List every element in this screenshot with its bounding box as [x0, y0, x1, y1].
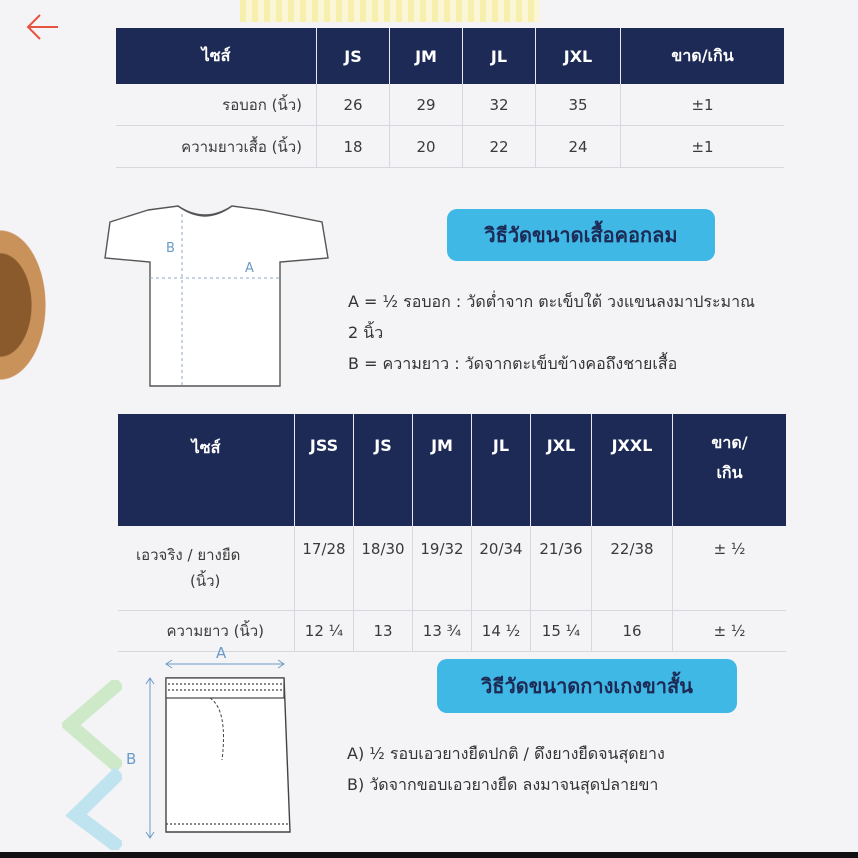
shorts-label-a: A — [216, 644, 227, 662]
table-row — [116, 84, 784, 126]
header-tolerance: ขาด/เกิน — [621, 28, 785, 84]
row-label-chest: รอบอก (นิ้ว) — [116, 84, 317, 126]
table-cell: 32 — [463, 84, 536, 126]
table-cell: 21/36 — [531, 526, 592, 611]
header-jxl: JXL — [536, 28, 621, 84]
row-label-line: เอวจริง / ยางยืด — [136, 546, 241, 564]
shorts-size-table — [118, 414, 786, 652]
table-cell: ± ½ — [673, 611, 787, 652]
header-jxl: JXL — [531, 414, 592, 526]
header-jm: JM — [413, 414, 472, 526]
table-cell: 18 — [317, 126, 390, 168]
row-label-waist — [118, 526, 295, 611]
decorative-background-strip — [240, 0, 540, 22]
shorts-label-b: B — [126, 750, 137, 768]
header-tolerance — [673, 414, 787, 526]
header-jl: JL — [463, 28, 536, 84]
shirt-measure-title: วิธีวัดขนาดเสื้อคอกลม — [447, 209, 715, 261]
table-cell: 18/30 — [354, 526, 413, 611]
table-row — [118, 526, 786, 611]
header-size: ไซส์ — [118, 414, 295, 526]
arrow-left-icon[interactable] — [22, 12, 62, 42]
shorts-diagram-icon — [110, 640, 310, 845]
shirt-size-table — [116, 28, 784, 168]
header-jl: JL — [472, 414, 531, 526]
table-cell: 13 — [354, 611, 413, 652]
table-cell: 13 ¾ — [413, 611, 472, 652]
shirt-measure-description — [348, 286, 818, 379]
table-cell: 17/28 — [295, 526, 354, 611]
table-cell: 16 — [592, 611, 673, 652]
tshirt-diagram-icon — [100, 200, 335, 395]
shirt-label-a: A — [245, 261, 254, 276]
table-cell: 22 — [463, 126, 536, 168]
header-jm: JM — [390, 28, 463, 84]
table-cell: 20/34 — [472, 526, 531, 611]
table-cell: 35 — [536, 84, 621, 126]
table-cell: 24 — [536, 126, 621, 168]
header-size: ไซส์ — [116, 28, 317, 84]
shorts-measure-line: A) ½ รอบเอวยางยืดปกติ / ดึงยางยืดจนสุดยาง — [347, 744, 665, 763]
shirt-measure-line: 2 นิ้ว — [348, 323, 384, 342]
table-header-row — [118, 414, 786, 526]
shirt-measure-line: B = ความยาว : วัดจากตะเข็บข้างคอถึงชายเสื้อ — [348, 354, 678, 373]
header-jss: JSS — [295, 414, 354, 526]
table-cell: ±1 — [621, 126, 785, 168]
table-cell: 29 — [390, 84, 463, 126]
table-cell: 22/38 — [592, 526, 673, 611]
header-tolerance-line: ขาด/ — [711, 433, 748, 452]
bottom-divider — [0, 852, 858, 858]
table-cell: 19/32 — [413, 526, 472, 611]
shorts-measure-title: วิธีวัดขนาดกางเกงขาสั้น — [437, 659, 737, 713]
row-label-line: (นิ้ว) — [190, 572, 221, 590]
shorts-measure-line: B) วัดจากขอบเอวยางยืด ลงมาจนสุดปลายขา — [347, 775, 659, 794]
row-label-length: ความยาวเสื้อ (นิ้ว) — [116, 126, 317, 168]
header-jxxl: JXXL — [592, 414, 673, 526]
table-cell: 20 — [390, 126, 463, 168]
table-cell: ± ½ — [673, 526, 787, 611]
decorative-background-figure — [0, 210, 58, 400]
table-cell: 15 ¼ — [531, 611, 592, 652]
table-cell: ±1 — [621, 84, 785, 126]
header-js: JS — [354, 414, 413, 526]
row-label-length: ความยาว (นิ้ว) — [118, 611, 295, 652]
header-js: JS — [317, 28, 390, 84]
table-header-row — [116, 28, 784, 84]
table-cell: 12 ¼ — [295, 611, 354, 652]
table-cell: 14 ½ — [472, 611, 531, 652]
table-row — [116, 126, 784, 168]
shirt-measure-line: A = ½ รอบอก : วัดต่ำจาก ตะเข็บใต้ วงแขนลงมาประมาณ — [348, 292, 755, 311]
header-tolerance-line: เกิน — [716, 463, 743, 482]
table-cell: 26 — [317, 84, 390, 126]
shirt-label-b: B — [166, 241, 175, 256]
shorts-measure-description — [347, 738, 817, 800]
